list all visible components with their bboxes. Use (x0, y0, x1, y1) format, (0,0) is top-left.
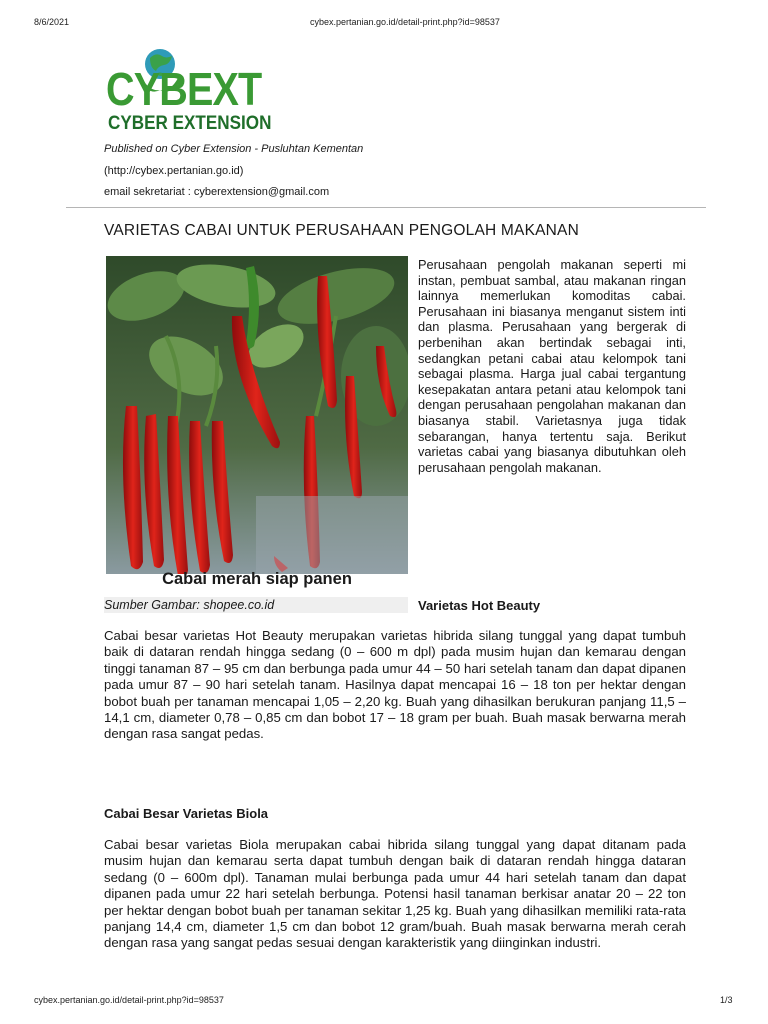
divider (66, 207, 706, 208)
cybext-logo (106, 44, 306, 136)
logo-main-text: CYBEXT (106, 63, 262, 115)
site-link[interactable]: (http://cybex.pertanian.go.id) (104, 165, 244, 177)
print-date: 8/6/2021 (34, 17, 70, 27)
image-source: Sumber Gambar: shopee.co.id (104, 597, 408, 613)
article-title: VARIETAS CABAI UNTUK PERUSAHAAN PENGOLAH MAKANAN (104, 222, 579, 239)
section1-body: Cabai besar varietas Hot Beauty merupakan varietas hibrida silang tunggal yang dapat tumbuh baik di dataran rendah hingga sedang (0 – 600 m dpl) pada musim hujan dan kemarau dengan tinggi tanaman 87 – 95 cm dan berbunga pada umur 44 – 50 hari setelah tanam dan dapat dipanen pada umur 87 – 90 hari setelah tanam. Hasilnya dapat mencapai 16 – 18 ton per hektar dengan bobot buah per tanaman mencapai 1,05 – 2,20 kg. Buah yang dihasilkan berukuran panjang 11,5 – 14,1 cm, diameter 0,78 – 0,85 cm dan bobot 17 – 18 gram per buah. Buah masak berwarna merah dengan rasa sangat pedas. (104, 628, 686, 742)
footer-url: cybex.pertanian.go.id/detail-print.php?id=98537 (34, 995, 224, 1005)
logo-sub-text: CYBER EXTENSION (108, 113, 272, 134)
section2-heading: Cabai Besar Varietas Biola (104, 806, 269, 821)
section2-body: Cabai besar varietas Biola merupakan cabai hibrida silang tunggal yang dapat ditanam pada musim hujan dan kemarau serta dapat tumbuh dengan baik di dataran rendah hingga dataran sedang (0 – 600m dpl). Tanaman mulai berbunga pada umur 44 hari setelah tanam dan dapat dipanen pada umur 22 hari setelah berbunga. Potensi hasil tanaman berkisar anatar 20 – 22 ton per hektar dengan bobot buah per tanaman sekitar 1,25 kg. Buah yang dihasilkan memiliki rata-rata panjang 14,4 cm, diameter 1,5 cm dan bobot 12 gram/buah. Buah masak berwarna merah cerah dengan rasa yang sangat pedas sesuai dengan karakteristik yang diinginkan industri. (104, 837, 686, 951)
intro-paragraph: Perusahaan pengolah makanan seperti mi instan, pembuat sambal, atau makanan ringan lainnya memerlukan komoditas cabai. Perusahaan ini biasanya menganut sistem inti dan plasma. Perusahaan yang bergerak di perbenihan akan bertindak sebagai inti, sedangkan petani cabai atau kelompok tani sebagai plasma. Harga jual cabai tergantung kesepakatan antara petani atau kelompok tani dengan perusahaan pengolahan makanan dan biasanya stabil. Varietasnya juga tidak sebarangan, hanya tertentu saja. Berikut varietas cabai yang biasanya dibutuhkan oleh perusahaan pengolah makanan. (418, 257, 686, 475)
page-number: 1/3 (720, 995, 733, 1005)
chili-photo (106, 256, 408, 596)
print-url: cybex.pertanian.go.id/detail-print.php?id=98537 (310, 17, 500, 27)
email-line: email sekretariat : cyberextension@gmail.com (104, 186, 330, 198)
image-caption: Cabai merah siap panen (162, 570, 352, 588)
published-line: Published on Cyber Extension - Pusluhtan Kementan (104, 143, 364, 155)
chili-image-icon (106, 256, 408, 596)
section1-heading: Varietas Hot Beauty (418, 598, 541, 613)
